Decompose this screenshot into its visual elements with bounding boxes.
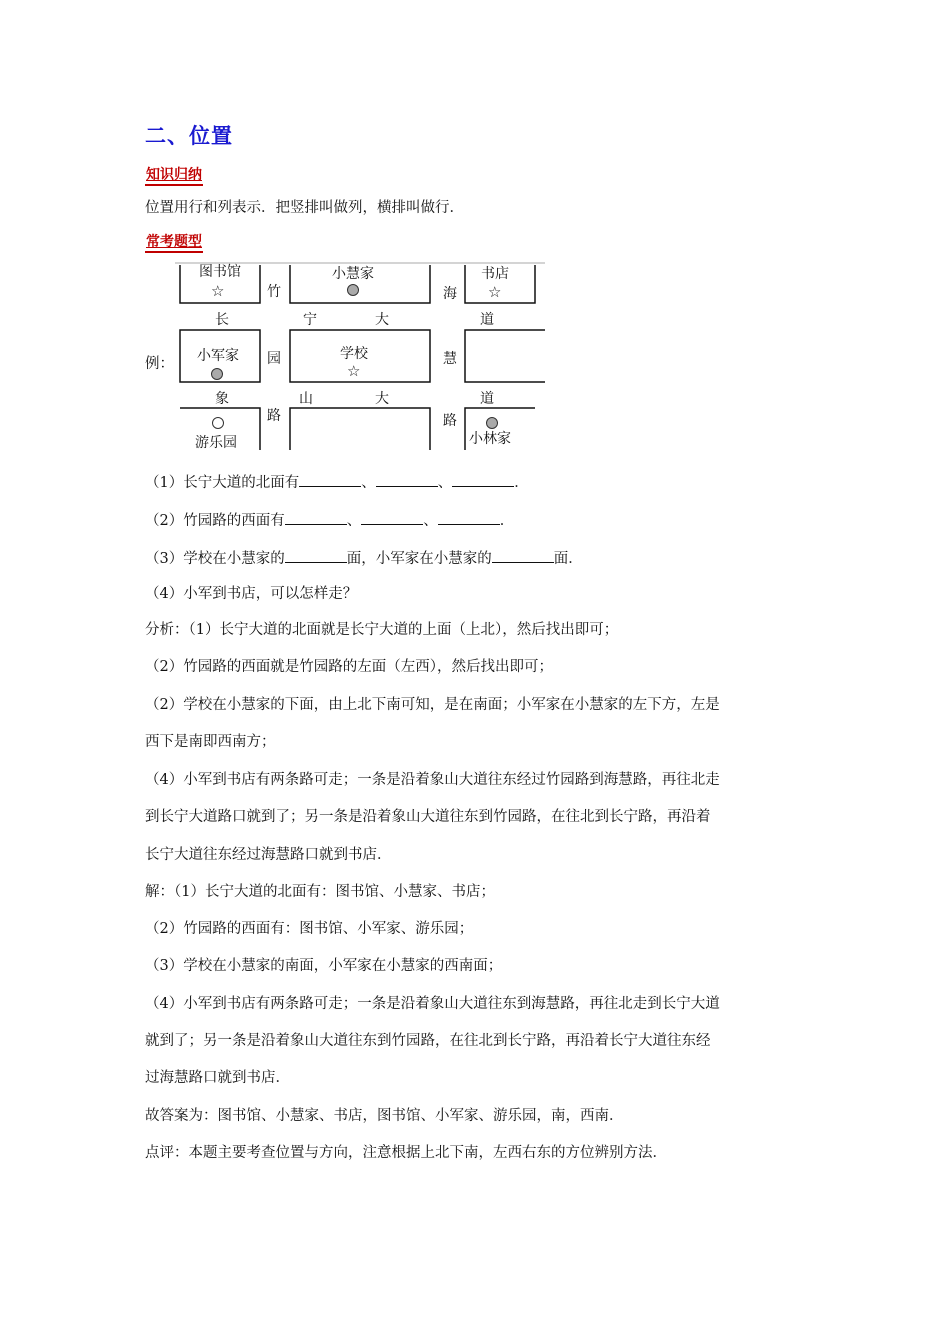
- avenue-char: 大: [375, 312, 389, 328]
- analysis-line: 分析：（1）长宁大道的北面就是长宁大道的上面（上北），然后找出即可；: [145, 622, 619, 638]
- answer-blank[interactable]: [285, 510, 347, 525]
- answer-blank[interactable]: [299, 472, 361, 487]
- avenue-char: 山: [299, 391, 313, 407]
- answer-line: 故答案为：图书馆、小慧家、书店，图书馆、小军家、游乐园，南，西南．: [145, 1108, 624, 1124]
- solution-line: （3）学校在小慧家的南面，小军家在小慧家的西南面；: [145, 958, 503, 974]
- road-char: 园: [267, 351, 281, 367]
- analysis-line: （2）学校在小慧家的下面，由上北下南可知，是在南面；小军家在小慧家的左下方，左是: [145, 697, 720, 713]
- section-heading: 二、位置: [145, 124, 233, 148]
- answer-blank[interactable]: [285, 548, 347, 563]
- star-icon: ☆: [347, 362, 361, 380]
- road-char: 慧: [443, 351, 457, 367]
- solution-line: 解：（1）长宁大道的北面有：图书馆、小慧家、书店；: [145, 884, 495, 900]
- question-4: （4）小军到书店，可以怎样走？: [145, 586, 358, 602]
- answer-blank[interactable]: [452, 472, 514, 487]
- solution-line: （2）竹园路的西面有：图书馆、小军家、游乐园；: [145, 921, 474, 937]
- label-xiaolin-home: 小林家: [469, 431, 511, 447]
- road-char: 路: [267, 408, 281, 424]
- avenue-char: 宁: [303, 312, 317, 328]
- circle-empty-icon: [213, 418, 224, 429]
- label-school: 学校: [340, 346, 368, 362]
- solution-line: （4）小军到书店有两条路可走；一条是沿着象山大道往东到海慧路，再往北走到长宁大道: [145, 996, 720, 1012]
- road-char: 竹: [267, 284, 281, 300]
- avenue-char: 大: [375, 391, 389, 407]
- analysis-line: （2）竹园路的西面就是竹园路的左面（左西），然后找出即可；: [145, 659, 553, 675]
- block-east: [465, 330, 545, 382]
- avenue-char: 象: [215, 391, 229, 407]
- question-2: （2）竹园路的西面有 、 、 ．: [145, 510, 514, 531]
- answer-blank[interactable]: [376, 472, 438, 487]
- road-char: 海: [443, 286, 457, 302]
- avenue-char: 道: [480, 312, 494, 328]
- circle-filled-icon: [487, 418, 498, 429]
- question-types-tag: 常考题型: [145, 231, 203, 253]
- analysis-line: 到长宁大道路口就到了；另一条是沿着象山大道往东到竹园路，在往北到长宁路，再沿着: [145, 809, 711, 825]
- solution-line: 就到了；另一条是沿着象山大道往东到竹园路，在往北到长宁路，再沿着长宁大道往东经: [145, 1033, 711, 1049]
- location-map: [175, 260, 595, 460]
- comment-line: 点评：本题主要考查位置与方向，注意根据上北下南，左西右东的方位辨别方法．: [145, 1145, 667, 1161]
- label-xiaohui-home: 小慧家: [332, 266, 374, 282]
- answer-blank[interactable]: [492, 548, 554, 563]
- block-south: [290, 408, 430, 450]
- circle-filled-icon: [212, 369, 223, 380]
- circle-filled-icon: [348, 285, 359, 296]
- avenue-char: 道: [480, 391, 494, 407]
- label-xiaojun-home: 小军家: [197, 348, 239, 364]
- analysis-line: （4）小军到书店有两条路可走；一条是沿着象山大道往东经过竹园路到海慧路，再往北走: [145, 772, 720, 788]
- question-1: （1）长宁大道的北面有 、 、 ．: [145, 472, 529, 493]
- analysis-line: 长宁大道往东经过海慧路口就到书店．: [145, 847, 392, 863]
- star-icon: ☆: [211, 282, 225, 300]
- answer-blank[interactable]: [361, 510, 423, 525]
- example-label: 例：: [145, 356, 174, 372]
- label-park: 游乐园: [195, 435, 237, 451]
- star-icon: ☆: [488, 283, 502, 301]
- road-char: 路: [443, 413, 457, 429]
- question-3: （3）学校在小慧家的 面，小军家在小慧家的 面．: [145, 548, 583, 569]
- analysis-line: 西下是南即西南方；: [145, 734, 276, 750]
- knowledge-tag: 知识归纳: [145, 164, 203, 186]
- solution-line: 过海慧路口就到书店．: [145, 1070, 290, 1086]
- label-bookstore: 书店: [481, 266, 509, 282]
- answer-blank[interactable]: [438, 510, 500, 525]
- knowledge-text: 位置用行和列表示．把竖排叫做列，横排叫做行．: [145, 200, 464, 216]
- avenue-char: 长: [215, 312, 229, 328]
- label-library: 图书馆: [199, 264, 241, 280]
